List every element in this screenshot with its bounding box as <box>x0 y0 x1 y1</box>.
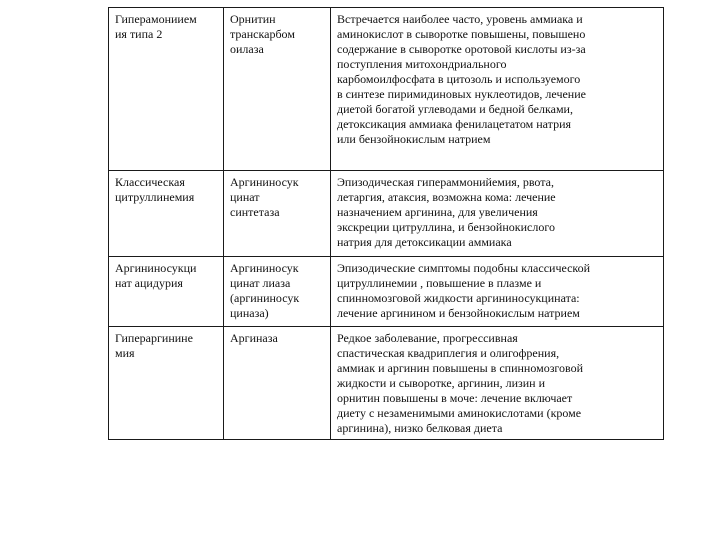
disease-name: Классическая цитруллинемия <box>115 175 195 204</box>
disease-cell <box>109 8 224 171</box>
enzyme-name: Аргиназа <box>230 331 278 345</box>
disease-description: Встречается наиболее часто, уровень аммиака и аминокислот в сыворотке повышены, повышено содержание в сыворотке оротовой кислоты из-за поступления митохондриального карбомоилфосфата в цитозоль и используемого в синтезе пиримидиновых нуклеотидов, лечение диетой богатой углеводами и бедной белками, детоксикация аммиака фенилацетатом натрия или бензойнокислым натрием <box>337 12 586 146</box>
description-cell <box>331 327 664 440</box>
enzyme-cell <box>224 257 331 327</box>
table-row <box>109 327 664 440</box>
urea-cycle-disorders-table <box>108 7 664 440</box>
enzyme-name: Аргининосук цинат синтетаза <box>230 175 299 219</box>
disease-cell <box>109 327 224 440</box>
enzyme-name: Орнитин транскарбом оилаза <box>230 12 295 56</box>
table-row <box>109 8 664 171</box>
disease-cell <box>109 257 224 327</box>
disease-description: Редкое заболевание, прогрессивная спастическая квадриплегия и олигофрения, аммиак и аргинин повышены в спинномозговой жидкости и сыворотке, аргинин, лизин и орнитин повышены в моче: лечение включает диету с незаменимыми аминокислотами (кроме аргинина), низко белковая диета <box>337 331 584 435</box>
disease-description: Эпизодические симптомы подобны классической цитруллинемии , повышение в плазме и спинномозговой жидкости аргининосукцината: лечение аргинином и бензойнокислым натрием <box>337 261 591 320</box>
enzyme-name: Аргининосук цинат лиаза (аргининосук циназа) <box>230 261 300 320</box>
description-cell <box>331 257 664 327</box>
description-cell <box>331 8 664 171</box>
disease-description: Эпизодическая гипераммонийемия, рвота, летаргия, атаксия, возможна кома: лечение назначением аргинина, для увеличения экскреции цитруллина, и бензойнокислого натрия для детоксикации аммиака <box>337 175 556 249</box>
enzyme-cell <box>224 8 331 171</box>
disease-name: Гиперамониием ия типа 2 <box>115 12 197 41</box>
enzyme-cell <box>224 327 331 440</box>
disease-cell <box>109 171 224 257</box>
disease-name: Гипераргинине мия <box>115 331 193 360</box>
table-row <box>109 171 664 257</box>
disease-name: Аргининосукци нат ацидурия <box>115 261 197 290</box>
description-cell <box>331 171 664 257</box>
table-row <box>109 257 664 327</box>
enzyme-cell <box>224 171 331 257</box>
